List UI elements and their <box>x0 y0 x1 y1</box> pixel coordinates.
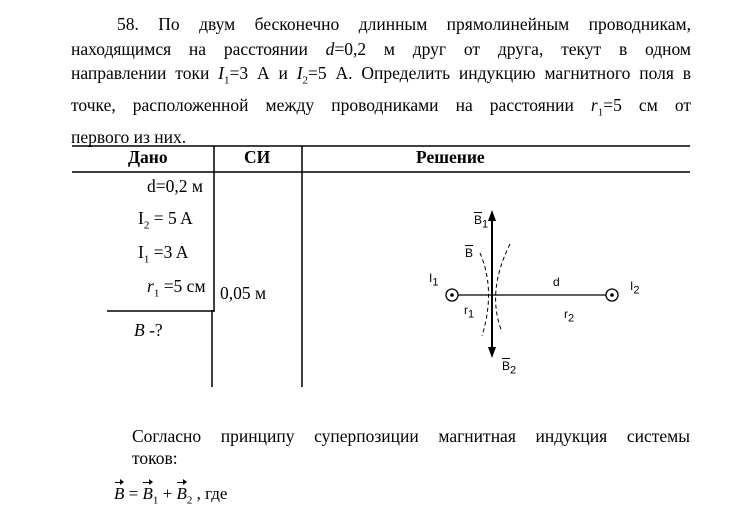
header-si: СИ <box>244 147 271 167</box>
label-d: d <box>553 275 560 289</box>
given-i2: $I_2 = 5$ A <box>138 208 193 232</box>
given-i1: $I_1 =3$ A <box>138 242 189 266</box>
label-b: B <box>465 246 474 260</box>
label-i2: $I_2$ <box>630 279 640 297</box>
problem-line-3: направлении токи $I_1=3$ А и $I_2=5$ А. Определить индукцию магнитного поля в <box>71 63 692 87</box>
para-line-2: токов: <box>132 448 178 468</box>
label-b1: $B_1$ <box>474 213 489 231</box>
label-r2: $r_2$ <box>564 307 575 325</box>
problem-line-2: находящимся на расстоянии d=0,2 м друг от друга, текут в одном <box>71 38 691 59</box>
header-solution: Решение <box>416 147 485 167</box>
problem-line-1: 58. По двум бесконечно длинным прямолинейным проводникам, <box>117 14 691 34</box>
problem-line-5: первого из них. <box>71 127 187 147</box>
superposition-paragraph <box>132 425 690 469</box>
field-line-right <box>496 244 510 332</box>
superposition-formula: $B = B_1 + B_2$ , где <box>114 484 228 507</box>
label-b2: $B_2$ <box>502 359 517 377</box>
problem-line-4: точке, расположенной между проводниками на расстоянии $r_1=5$ см от <box>71 95 691 119</box>
find-b: B -? <box>134 320 163 340</box>
header-given: Дано <box>128 147 168 167</box>
si-value: 0,05 м <box>220 283 267 303</box>
label-r1: $r_1$ <box>464 303 475 321</box>
label-i1: $I_1$ <box>429 271 439 289</box>
para-line-1: Согласно принципу суперпозиции магнитная индукция системы <box>132 426 690 446</box>
given-r1: $r_1 =5$ см <box>147 276 206 300</box>
given-d: d=0,2 м <box>147 176 203 196</box>
